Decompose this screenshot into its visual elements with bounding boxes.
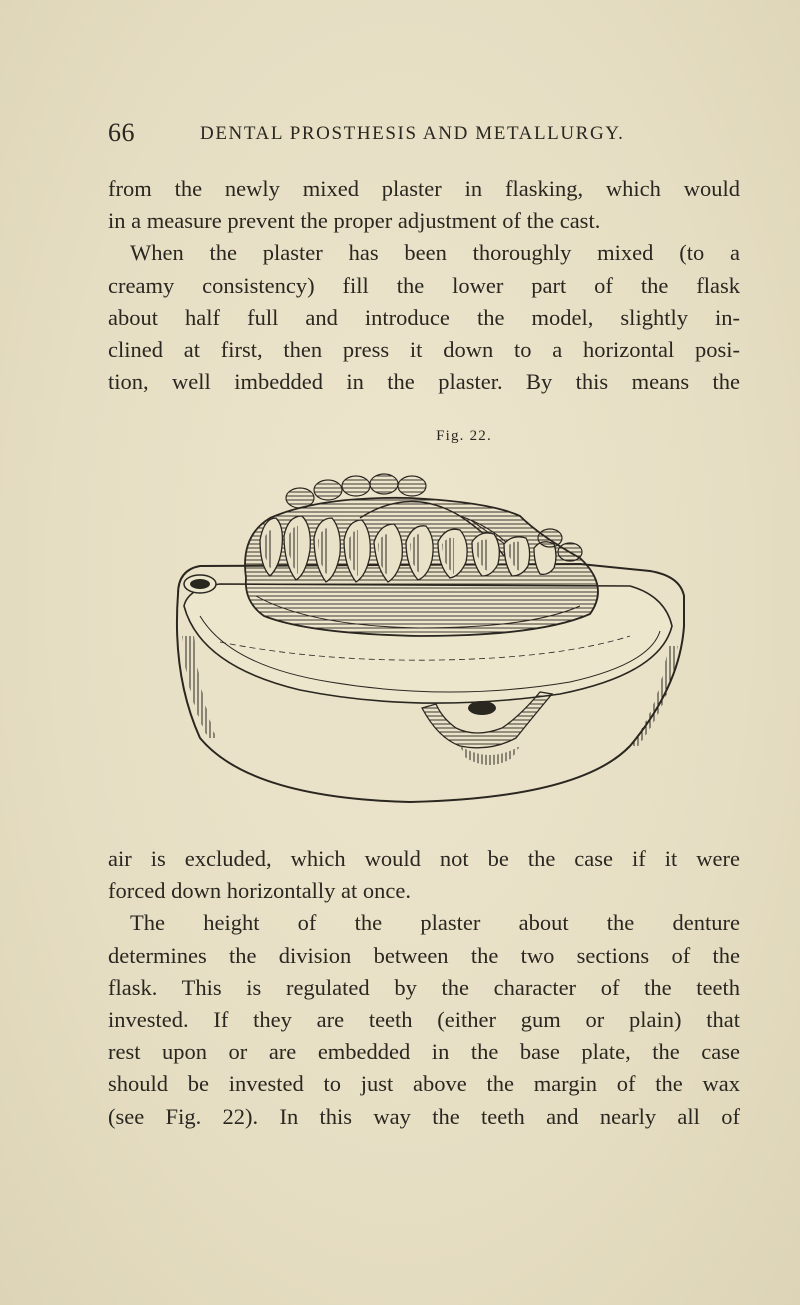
text-line: forced down horizontally at once. bbox=[108, 878, 412, 904]
text-line: clined at first, then press it down to a horizontal posi- bbox=[108, 336, 740, 362]
text-line: determines the division between the two sections of the bbox=[108, 942, 740, 968]
text-line: from the newly mixed plaster in flasking, which would bbox=[108, 176, 740, 201]
text-line: air is excluded, which would not be the case if it were bbox=[108, 846, 740, 871]
text-line: should be invested to just above the margin of the wax bbox=[108, 1071, 740, 1097]
figure-caption: Fig. 22. bbox=[436, 428, 492, 444]
denture-in-flask-illustration bbox=[160, 446, 720, 808]
text-line: creamy consistency) fill the lower part of the flask bbox=[108, 272, 740, 298]
text-line: The height of the plaster about the denture bbox=[130, 910, 740, 936]
paragraph-before-figure bbox=[108, 173, 740, 398]
page-number: 66 bbox=[108, 118, 135, 147]
paragraph-after-figure bbox=[108, 843, 740, 1133]
text-line: in a measure prevent the proper adjustment of the cast. bbox=[108, 208, 601, 234]
text-line: invested. If they are teeth (either gum or plain) that bbox=[108, 1006, 740, 1032]
running-head bbox=[108, 118, 748, 158]
text-line: (see Fig. 22). In this way the teeth and nearly all of bbox=[108, 1103, 740, 1129]
text-line: about half full and introduce the model, slightly in- bbox=[108, 304, 740, 330]
running-title: DENTAL PROSTHESIS AND METALLURGY. bbox=[200, 123, 625, 144]
text-line: flask. This is regulated by the character of the teeth bbox=[108, 974, 740, 1000]
text-line: rest upon or are embedded in the base plate, the case bbox=[108, 1039, 740, 1065]
figure-22 bbox=[160, 428, 720, 808]
text-line: When the plaster has been thoroughly mixed (to a bbox=[130, 240, 740, 266]
text-line: tion, well imbedded in the plaster. By this means the bbox=[108, 369, 740, 395]
